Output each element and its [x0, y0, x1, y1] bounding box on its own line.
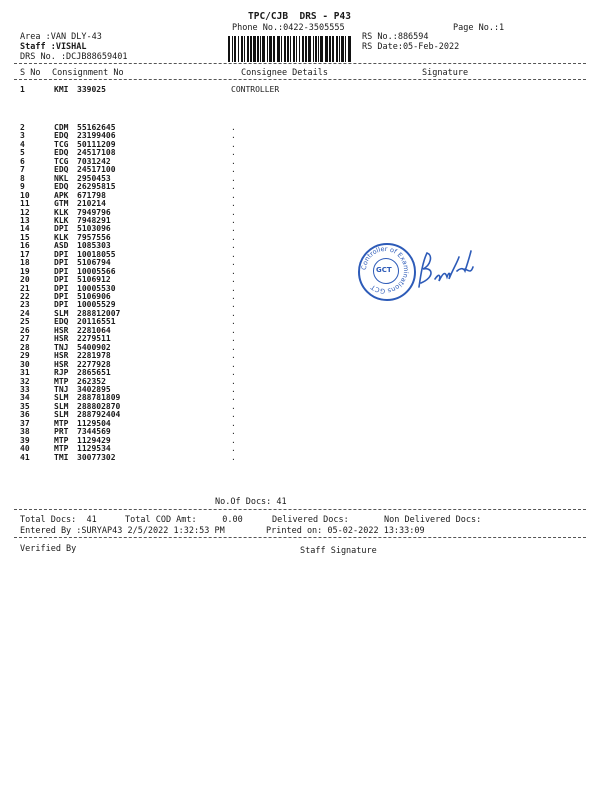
- row-consignee: .: [231, 131, 236, 141]
- row-consignment-prefix: EDQ: [54, 148, 69, 158]
- row-consignment-number: 50111209: [77, 139, 116, 149]
- barcode-bar: [305, 36, 307, 62]
- row-consignee: .: [231, 393, 236, 403]
- report-title: TPC/CJB DRS - P43: [248, 11, 351, 22]
- entered-by: Entered By :SURYAP43 2/5/2022 1:32:53 PM: [20, 526, 225, 536]
- row-consignment-number: 55162645: [77, 123, 116, 132]
- barcode-bar: [341, 36, 344, 62]
- row-consignee: .: [231, 325, 236, 335]
- barcode-bar: [320, 36, 323, 62]
- row-consignment-prefix: SLM: [54, 393, 69, 403]
- row-sno: 32: [20, 376, 30, 386]
- row-sno: 6: [20, 156, 25, 166]
- row-sno: 5: [20, 148, 25, 158]
- row-consignment-prefix: HSR: [54, 351, 69, 361]
- barcode-bar: [313, 36, 314, 62]
- row-sno: 3: [20, 131, 25, 141]
- row-consignee: .: [231, 317, 236, 327]
- row-sno: 7: [20, 165, 25, 175]
- barcode-bar: [325, 36, 328, 62]
- row-consignment-number: 671798: [77, 190, 106, 200]
- row-consignee: .: [231, 427, 236, 437]
- barcode-bar: [315, 36, 317, 62]
- row-consignee: .: [231, 452, 236, 462]
- row-sno: 10: [20, 190, 30, 200]
- row-consignment-number: 7344569: [77, 427, 111, 437]
- row-consignee: .: [231, 232, 236, 242]
- row-consignment-number: 288802870: [77, 401, 121, 411]
- row-consignment-number: 1129429: [77, 435, 111, 445]
- row-consignment-number: 7957556: [77, 232, 111, 242]
- barcode-bar: [253, 36, 256, 62]
- docs-count: No.Of Docs: 41: [215, 497, 287, 507]
- row-sno: 26: [20, 325, 30, 335]
- row-consignee: .: [231, 173, 236, 183]
- row-consignment-prefix: DPI: [54, 249, 69, 259]
- row-sno: 20: [20, 275, 30, 285]
- row-consignee: .: [231, 410, 236, 420]
- barcode-bar: [290, 36, 291, 62]
- row-consignment-prefix: TNJ: [54, 342, 69, 352]
- row-consignee: .: [231, 435, 236, 445]
- row-consignment-prefix: MTP: [54, 376, 69, 386]
- row-consignment-number: 26295815: [77, 182, 116, 192]
- divider-summary: [14, 537, 586, 538]
- row-sno: 23: [20, 300, 30, 310]
- column-header-sno: S No: [20, 68, 41, 78]
- controller-stamp: [358, 243, 416, 301]
- barcode-bar: [262, 36, 265, 62]
- row-consignment-prefix: KLK: [54, 207, 69, 217]
- row-sno: 25: [20, 317, 30, 327]
- row-consignment-number: 339025: [77, 85, 106, 94]
- row-consignment-number: 2865651: [77, 368, 111, 378]
- row-consignment-number: 3402895: [77, 384, 111, 394]
- row-sno: 18: [20, 258, 30, 268]
- row-consignment-prefix: KMI: [54, 85, 69, 94]
- row-consignment-number: 2281978: [77, 351, 111, 361]
- delivered-docs: Delivered Docs:: [272, 515, 349, 525]
- barcode-bar: [260, 36, 261, 62]
- row-consignment-number: 10005529: [77, 300, 116, 310]
- row-consignment-prefix: SLM: [54, 410, 69, 420]
- barcode-bar: [247, 36, 249, 62]
- row-consignment-number: 5106794: [77, 258, 111, 268]
- row-consignee: .: [231, 266, 236, 276]
- page-number: Page No.:1: [453, 23, 505, 33]
- row-sno: 21: [20, 283, 30, 293]
- phone-number: Phone No.:0422-3505555: [232, 23, 345, 33]
- row-consignment-prefix: TCG: [54, 139, 69, 149]
- row-consignee: .: [231, 275, 236, 285]
- row-consignment-number: 10005566: [77, 266, 116, 276]
- row-consignment-number: 2277928: [77, 359, 111, 369]
- row-sno: 2: [20, 123, 25, 132]
- stamp-center-text: GCT: [376, 266, 392, 274]
- row-consignment-number: 288812007: [77, 308, 121, 318]
- row-consignment-prefix: GTM: [54, 199, 69, 209]
- row-sno: 31: [20, 368, 30, 378]
- total-cod-amount: Total COD Amt: 0.00: [125, 515, 243, 525]
- table-row: [0, 276, 600, 284]
- row-consignee: .: [231, 292, 236, 301]
- divider-bottom: [14, 509, 586, 510]
- row-consignee: .: [231, 182, 236, 192]
- row-consignment-prefix: HSR: [54, 325, 69, 335]
- row-consignee: .: [231, 215, 236, 225]
- barcode-bar: [269, 36, 272, 62]
- row-consignment-prefix: PRT: [54, 427, 69, 437]
- row-consignee: .: [231, 300, 236, 310]
- row-consignment-number: 262352: [77, 376, 106, 386]
- row-consignment-prefix: TCG: [54, 156, 69, 166]
- area-label: Area :VAN DLY-43: [20, 32, 102, 42]
- row-sno: 24: [20, 308, 30, 318]
- row-consignment-prefix: RJP: [54, 368, 69, 378]
- row-consignment-number: 10005530: [77, 283, 116, 293]
- barcode-bar: [308, 36, 311, 62]
- row-sno: 34: [20, 393, 30, 403]
- row-consignment-prefix: HSR: [54, 334, 69, 344]
- barcode-bar: [296, 36, 297, 62]
- row-consignee: .: [231, 199, 236, 209]
- drs-number: DRS No. :DCJB88659401: [20, 52, 128, 62]
- row-consignee: .: [231, 401, 236, 411]
- stamp-text: Controller of Examinations GCT: [359, 244, 411, 296]
- row-consignee: .: [231, 165, 236, 175]
- barcode-bar: [339, 36, 340, 62]
- barcode-bar: [277, 36, 280, 62]
- row-consignment-prefix: HSR: [54, 359, 69, 369]
- staff-label: Staff :VISHAL: [20, 42, 87, 52]
- row-consignee: .: [231, 308, 236, 318]
- row-consignment-prefix: MTP: [54, 418, 69, 428]
- row-consignment-prefix: KLK: [54, 215, 69, 225]
- barcode-bar: [345, 36, 346, 62]
- column-header-consignment: Consignment No: [52, 68, 124, 78]
- row-consignment-number: 1085303: [77, 241, 111, 251]
- handwritten-signature: [413, 243, 477, 301]
- divider-top: [14, 63, 586, 64]
- barcode-bar: [267, 36, 268, 62]
- row-sno: 37: [20, 418, 30, 428]
- row-consignment-number: 24517100: [77, 165, 116, 175]
- row-consignment-prefix: KLK: [54, 232, 69, 242]
- row-sno: 40: [20, 444, 30, 454]
- barcode-bar: [241, 36, 243, 62]
- table-row: [0, 454, 600, 462]
- row-consignee: .: [231, 351, 236, 361]
- row-consignment-number: 20116551: [77, 317, 116, 327]
- barcode-bar: [238, 36, 239, 62]
- barcode-bar: [273, 36, 275, 62]
- barcode-bar: [284, 36, 286, 62]
- row-consignee: .: [231, 368, 236, 378]
- barcode-bar: [287, 36, 289, 62]
- row-sno: 11: [20, 199, 30, 209]
- row-consignment-prefix: NKL: [54, 173, 69, 183]
- row-sno: 39: [20, 435, 30, 445]
- stamp-center: [373, 258, 399, 284]
- barcode-bar: [281, 36, 282, 62]
- barcode-bar: [336, 36, 338, 62]
- row-sno: 14: [20, 224, 30, 234]
- row-consignment-number: 288792404: [77, 410, 121, 420]
- table-row: [0, 183, 600, 191]
- row-consignee: CONTROLLER: [231, 85, 280, 94]
- row-sno: 8: [20, 173, 25, 183]
- row-consignee: .: [231, 139, 236, 149]
- row-consignment-prefix: EDQ: [54, 182, 69, 192]
- row-consignee: .: [231, 444, 236, 454]
- row-consignee: .: [231, 384, 236, 394]
- barcode-bar: [250, 36, 252, 62]
- row-consignment-prefix: CDM: [54, 123, 69, 132]
- barcode-image: [228, 36, 351, 62]
- row-consignee: .: [231, 190, 236, 200]
- row-consignee: .: [231, 418, 236, 428]
- row-consignment-prefix: EDQ: [54, 165, 69, 175]
- row-consignment-number: 2279511: [77, 334, 111, 344]
- printed-on: Printed on: 05-02-2022 13:33:09: [266, 526, 425, 536]
- row-consignment-prefix: DPI: [54, 283, 69, 293]
- row-consignment-number: 288781809: [77, 393, 121, 403]
- row-consignment-prefix: DPI: [54, 258, 69, 268]
- row-consignment-prefix: DPI: [54, 275, 69, 285]
- row-consignment-number: 2281064: [77, 325, 111, 335]
- row-consignment-prefix: TMI: [54, 452, 69, 462]
- row-consignment-prefix: ASD: [54, 241, 69, 251]
- row-consignment-number: 7948291: [77, 215, 111, 225]
- row-consignment-number: 5103096: [77, 224, 111, 234]
- row-consignment-number: 30077302: [77, 452, 116, 462]
- barcode-bar: [299, 36, 300, 62]
- row-sno: 35: [20, 401, 30, 411]
- row-consignment-number: 2950453: [77, 173, 111, 183]
- table-row: [0, 445, 600, 453]
- row-consignment-number: 24517108: [77, 148, 116, 158]
- row-consignment-prefix: SLM: [54, 401, 69, 411]
- verified-by: Verified By: [20, 544, 77, 554]
- table-row: [0, 200, 600, 208]
- staff-signature-label: Staff Signature: [300, 546, 377, 556]
- row-consignment-number: 5106912: [77, 275, 111, 285]
- barcode-bar: [348, 36, 351, 62]
- row-consignee: .: [231, 224, 236, 234]
- row-consignee: .: [231, 283, 236, 293]
- barcode-bar: [228, 36, 230, 62]
- row-consignment-number: 23199406: [77, 131, 116, 141]
- non-delivered-docs: Non Delivered Docs:: [384, 515, 482, 525]
- row-sno: 36: [20, 410, 30, 420]
- row-consignment-prefix: EDQ: [54, 131, 69, 141]
- row-consignment-number: 10018055: [77, 249, 116, 259]
- row-consignment-prefix: SLM: [54, 308, 69, 318]
- row-consignment-prefix: EDQ: [54, 317, 69, 327]
- row-consignee: .: [231, 334, 236, 344]
- table-row: [0, 259, 600, 267]
- row-sno: 28: [20, 342, 30, 352]
- rs-number: RS No.:886594: [362, 32, 429, 42]
- rs-date: RS Date:05-Feb-2022: [362, 42, 460, 52]
- table-row: [0, 369, 600, 377]
- row-sno: 27: [20, 334, 30, 344]
- barcode-bar: [232, 36, 233, 62]
- table-row: [0, 352, 600, 360]
- row-consignment-prefix: MTP: [54, 435, 69, 445]
- row-consignment-number: 1129534: [77, 444, 111, 454]
- row-consignment-prefix: DPI: [54, 224, 69, 234]
- row-sno: 30: [20, 359, 30, 369]
- barcode-bar: [234, 36, 236, 62]
- row-consignment-number: 5106906: [77, 292, 111, 301]
- total-docs: Total Docs: 41: [20, 515, 97, 525]
- row-consignee: .: [231, 207, 236, 217]
- barcode-bar: [257, 36, 259, 62]
- row-sno: 12: [20, 207, 30, 217]
- row-consignee: .: [231, 249, 236, 259]
- barcode-bar: [329, 36, 331, 62]
- row-sno: 4: [20, 139, 25, 149]
- barcode-bar: [332, 36, 334, 62]
- row-sno: 33: [20, 384, 30, 394]
- row-consignee: .: [231, 241, 236, 251]
- barcode-bar: [293, 36, 295, 62]
- row-sno: 15: [20, 232, 30, 242]
- table-row: [0, 428, 600, 436]
- row-sno: 16: [20, 241, 30, 251]
- row-consignment-prefix: DPI: [54, 292, 69, 301]
- barcode-bar: [244, 36, 245, 62]
- row-sno: 22: [20, 292, 30, 301]
- divider-header: [14, 79, 586, 80]
- barcode-bar: [302, 36, 304, 62]
- row-consignment-number: 210214: [77, 199, 106, 209]
- row-consignee: .: [231, 258, 236, 268]
- row-consignment-number: 7031242: [77, 156, 111, 166]
- row-consignment-prefix: MTP: [54, 444, 69, 454]
- row-sno: 29: [20, 351, 30, 361]
- row-consignee: .: [231, 156, 236, 166]
- row-sno: 17: [20, 249, 30, 259]
- row-sno: 9: [20, 182, 25, 192]
- row-consignment-prefix: TNJ: [54, 384, 69, 394]
- barcode-bar: [318, 36, 319, 62]
- row-consignment-prefix: DPI: [54, 300, 69, 310]
- row-consignment-number: 7949796: [77, 207, 111, 217]
- row-sno: 38: [20, 427, 30, 437]
- row-consignee: .: [231, 376, 236, 386]
- row-sno: 41: [20, 452, 30, 462]
- row-consignee: .: [231, 148, 236, 158]
- row-consignment-number: 1129504: [77, 418, 111, 428]
- row-consignment-number: 5400902: [77, 342, 111, 352]
- column-header-consignee: Consignee Details: [241, 68, 328, 78]
- row-consignee: .: [231, 342, 236, 352]
- table-row: [0, 86, 600, 94]
- row-consignee: .: [231, 123, 236, 132]
- row-consignment-prefix: APK: [54, 190, 69, 200]
- row-sno: 1: [20, 85, 25, 94]
- row-sno: 19: [20, 266, 30, 276]
- row-consignment-prefix: DPI: [54, 266, 69, 276]
- row-consignee: .: [231, 359, 236, 369]
- column-header-signature: Signature: [422, 68, 469, 78]
- row-sno: 13: [20, 215, 30, 225]
